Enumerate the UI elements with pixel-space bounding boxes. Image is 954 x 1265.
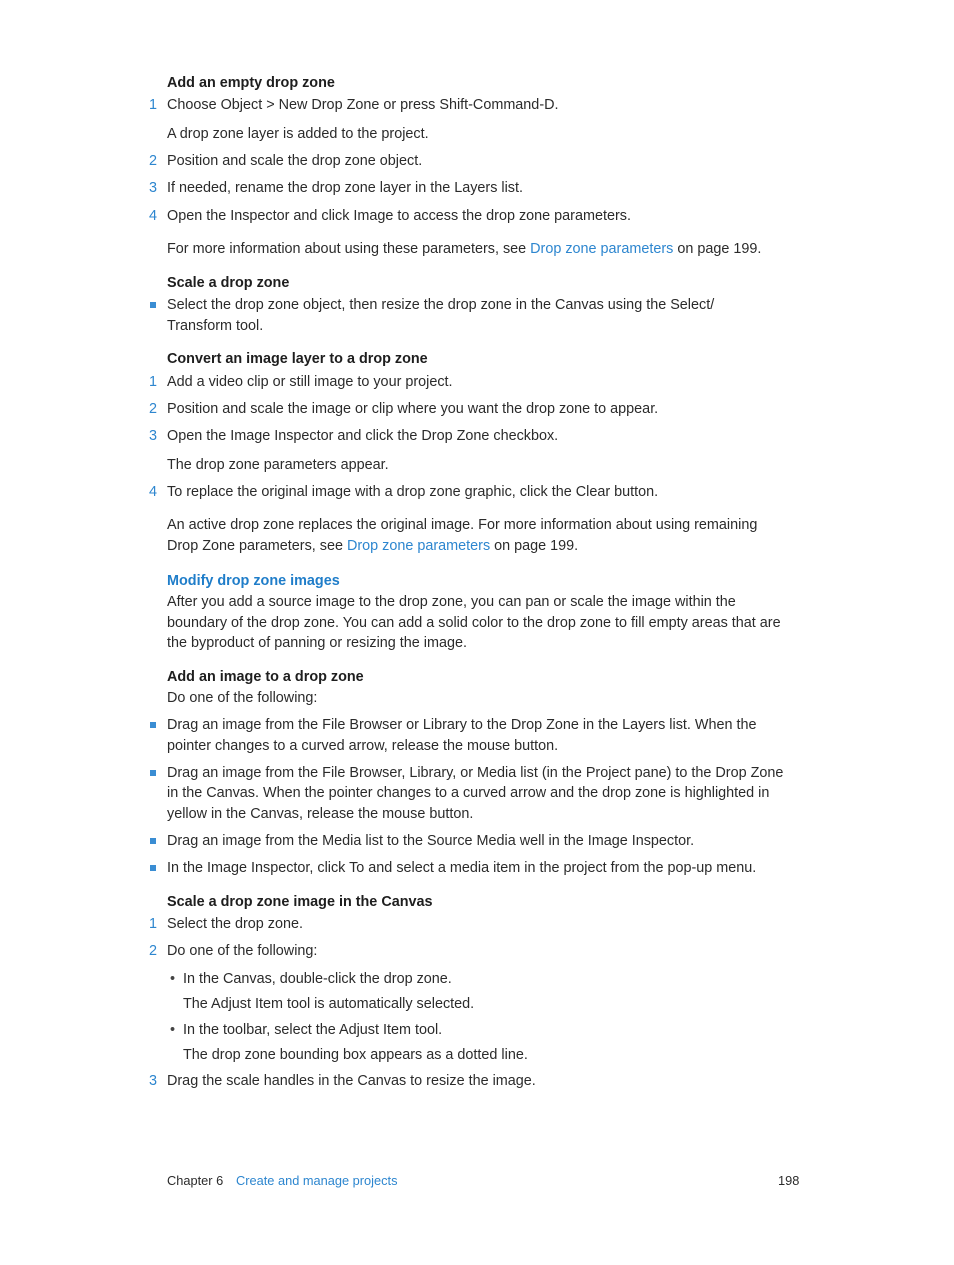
step-number: 1 — [149, 97, 158, 113]
step-number: 4 — [149, 484, 158, 500]
step-text: Do one of the following: — [167, 943, 318, 959]
heading-modify-drop-zone-images: Modify drop zone images — [167, 573, 340, 589]
more-info-text: For more information about using these parameters, see — [167, 241, 531, 257]
step-text: If needed, rename the drop zone layer in the Layers list. — [167, 180, 523, 196]
step-number: 1 — [149, 916, 158, 932]
sub-bullet-text: In the Canvas, double-click the drop zone. — [183, 971, 452, 987]
bullet-text: Drag an image from the Media list to the Source Media well in the Image Inspector. — [167, 833, 695, 849]
step-text: Add a video clip or still image to your project. — [167, 374, 453, 390]
page-number: 198 — [778, 1173, 800, 1188]
intro-text: Do one of the following: — [167, 690, 318, 706]
bullet-square — [150, 722, 156, 728]
footer-chapter: Chapter 6 — [167, 1173, 224, 1188]
step-number: 3 — [149, 1073, 158, 1089]
step-text: Open the Image Inspector and click the Drop Zone checkbox. — [167, 428, 559, 444]
bullet-text: in the Canvas. When the pointer changes to a curved arrow and the drop zone is highlighted in — [167, 785, 770, 801]
bullet-dot: • — [170, 1022, 176, 1038]
paragraph-text: Drop Zone parameters, see — [167, 538, 347, 554]
step-note: A drop zone layer is added to the project. — [167, 126, 429, 142]
sub-bullet-note: The Adjust Item tool is automatically selected. — [183, 996, 475, 1012]
more-info-paragraph — [167, 239, 761, 260]
step-number: 3 — [149, 180, 158, 196]
drop-zone-parameters-link[interactable]: Drop zone parameters — [530, 241, 674, 257]
step-number: 2 — [149, 401, 158, 417]
drop-zone-parameters-link[interactable]: Drop zone parameters — [346, 538, 491, 554]
more-info-page: on page 199. — [673, 241, 762, 257]
step-text: Drag the scale handles in the Canvas to resize the image. — [167, 1073, 536, 1089]
bullet-square — [150, 770, 156, 776]
bullet-text: In the Image Inspector, click To and select a media item in the project from the pop-up menu. — [167, 860, 757, 876]
bullet-dot: • — [170, 971, 176, 987]
bullet-text: Transform tool. — [167, 318, 264, 334]
paragraph-line: After you add a source image to the drop zone, you can pan or scale the image within the — [167, 594, 736, 610]
bullet-text: Drag an image from the File Browser or Library to the Drop Zone in the Layers list. When the — [167, 717, 757, 733]
bullet-square — [150, 838, 156, 844]
bullet-text: Select the drop zone object, then resize the drop zone in the Canvas using the Select/ — [167, 297, 715, 313]
step-note: The drop zone parameters appear. — [167, 457, 389, 473]
heading-add-image-to-drop-zone: Add an image to a drop zone — [167, 669, 364, 685]
paragraph-line: the byproduct of panning or resizing the image. — [167, 635, 467, 651]
paragraph-line — [167, 536, 578, 557]
paragraph-line: boundary of the drop zone. You can add a solid color to the drop zone to fill empty areas that are — [167, 615, 781, 631]
footer-chapter-title-link[interactable]: Create and manage projects — [236, 1173, 398, 1188]
bullet-square — [150, 865, 156, 871]
step-number: 1 — [149, 374, 158, 390]
step-text: Position and scale the drop zone object. — [167, 153, 423, 169]
heading-convert-image-layer: Convert an image layer to a drop zone — [167, 351, 428, 367]
bullet-square — [150, 302, 156, 308]
heading-scale-drop-zone-image: Scale a drop zone image in the Canvas — [167, 894, 433, 910]
step-text: Open the Inspector and click Image to access the drop zone parameters. — [167, 208, 631, 224]
sub-bullet-text: In the toolbar, select the Adjust Item tool. — [183, 1022, 443, 1038]
step-text: Choose Object > New Drop Zone or press Shift-Command-D. — [167, 97, 559, 113]
bullet-text: yellow in the Canvas, release the mouse button. — [167, 806, 474, 822]
paragraph-page: on page 199. — [490, 538, 579, 554]
step-text: To replace the original image with a drop zone graphic, click the Clear button. — [167, 484, 659, 500]
step-text: Position and scale the image or clip where you want the drop zone to appear. — [167, 401, 659, 417]
heading-add-empty-drop-zone: Add an empty drop zone — [167, 75, 335, 91]
step-number: 2 — [149, 943, 158, 959]
paragraph-line: An active drop zone replaces the original image. For more information about using remaining — [167, 517, 758, 533]
step-number: 3 — [149, 428, 158, 444]
bullet-text: Drag an image from the File Browser, Library, or Media list (in the Project pane) to the Drop Zone — [167, 765, 784, 781]
step-number: 4 — [149, 208, 158, 224]
sub-bullet-note: The drop zone bounding box appears as a dotted line. — [183, 1047, 528, 1063]
bullet-text: pointer changes to a curved arrow, release the mouse button. — [167, 738, 559, 754]
step-number: 2 — [149, 153, 158, 169]
heading-scale-drop-zone: Scale a drop zone — [167, 275, 290, 291]
step-text: Select the drop zone. — [167, 916, 304, 932]
